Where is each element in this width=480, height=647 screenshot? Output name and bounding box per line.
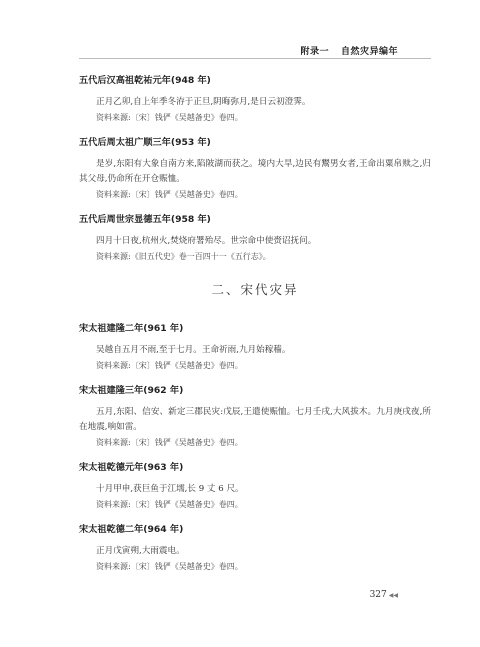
entry-title: 五代后周太祖广顺三年(953 年) <box>79 137 211 148</box>
entry <box>79 459 431 512</box>
header-title: 自然灾异编年 <box>340 47 398 57</box>
entry-source: 资料来源:〔宋〕钱俨《吴越备史》卷四。 <box>96 361 243 370</box>
section-heading: 二、宋代灾异 <box>211 282 299 297</box>
page-number: 327 <box>369 590 387 600</box>
entry-source: 资料来源:〔宋〕钱俨《吴越备史》卷四。 <box>96 438 243 447</box>
entry-source: 资料来源:〔宋〕钱俨《吴越备史》卷四。 <box>96 190 243 199</box>
page-marker: ◀◀ <box>388 592 398 599</box>
entry <box>79 72 431 125</box>
entry-source: 资料来源:〔宋〕钱俨《吴越备史》卷四。 <box>96 113 243 122</box>
entry-title: 宋太祖乾德二年(964 年) <box>79 524 184 535</box>
entry-source: 资料来源:〔宋〕钱俨《吴越备史》卷四。 <box>96 562 243 571</box>
entry-source: 资料来源:〔宋〕钱俨《吴越备史》卷四。 <box>96 500 243 509</box>
entry-title: 五代后周世宗显德五年(958 年) <box>79 214 211 225</box>
entry-text: 四月十日夜,杭州火,焚烧府署殆尽。世宗命中使赍诏抚问。 <box>96 236 317 246</box>
entry-source: 资料来源:《旧五代史》卷一百四十一《五行志》。 <box>96 252 271 261</box>
entry <box>79 521 431 574</box>
entry-title: 宋太祖建隆三年(962 年) <box>79 385 184 396</box>
entry-text: 是岁,东阳有大象自南方来,陷陂湖而获之。境内大旱,边民有鬻男女者,王命出粟帛赎之,归其父母,仍命所在开仓赈恤。 <box>79 159 431 184</box>
entry-text: 正月乙卯,自上年季冬洊于正旦,阴晦弥月,是日云初澄霁。 <box>96 97 311 107</box>
entry-text: 正月戊寅朔,大雨震电。 <box>96 546 185 556</box>
entry-text: 十月甲申,获巨鱼于江壖,长 9 丈 6 尺。 <box>96 484 244 494</box>
entry <box>79 382 431 450</box>
entry <box>79 134 431 202</box>
page-content <box>79 72 431 583</box>
entry-title: 五代后汉高祖乾祐元年(948 年) <box>79 75 211 86</box>
entry <box>79 320 431 373</box>
entry-title: 宋太祖乾德元年(963 年) <box>79 462 184 473</box>
header-section: 附录一 <box>300 47 329 57</box>
entry <box>79 211 431 264</box>
entry-text: 五月,东阳、信安、新定三郡民灾:戊辰,王遣使赈恤。七月壬戌,大风拔木。九月庚戌夜,所在地震,响如雷。 <box>79 407 431 432</box>
running-header <box>300 44 398 57</box>
header-rule <box>79 58 431 59</box>
entry-title: 宋太祖建隆二年(961 年) <box>79 323 184 334</box>
entry-text: 吴越自五月不雨,至于七月。王命祈雨,九月始稼穑。 <box>96 345 291 355</box>
page-footer <box>370 590 398 600</box>
